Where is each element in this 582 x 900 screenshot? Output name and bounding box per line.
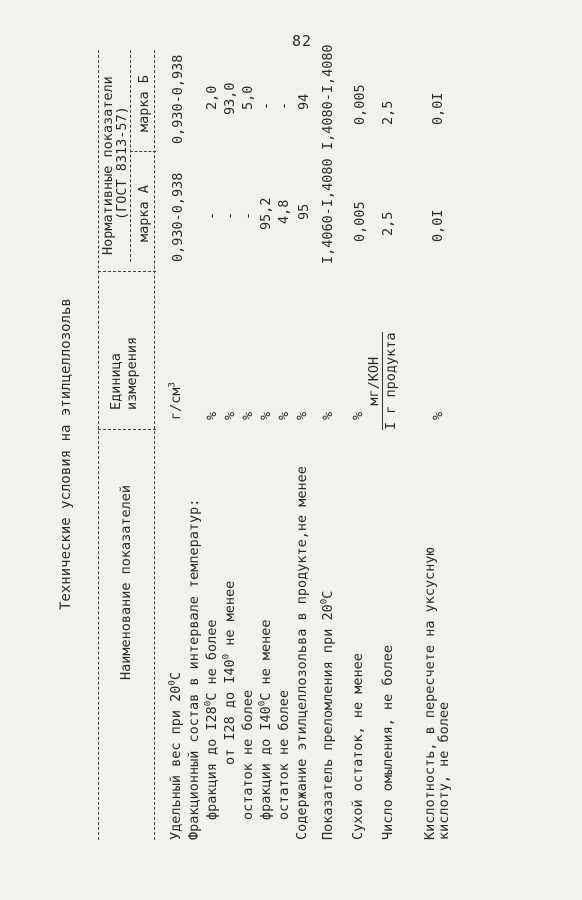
row-grade-a: - [240,211,256,220]
row-name: Кислотность, в пересчете на уксусную [422,547,438,840]
row-name: Показатель преломления при $20^0C$ [319,590,336,840]
row-grade-a: I,4060-I,4080 [320,158,336,264]
document-title: Технические условия на этилцеллозольв [58,298,74,610]
row-unit: % [240,411,256,420]
divider-name-unit [98,429,156,430]
header-grade-a: марка А [136,185,152,242]
row-name: Содержание этилцеллозольва в продукте,не менее [294,466,310,840]
row-unit: % [222,411,238,420]
row-name: Удельный вес при $20^0C$ [167,672,184,840]
row-unit-fraction: мг/КОН I г продукта [366,332,399,430]
row-name: Сухой остаток, не менее [350,653,366,840]
row-name: остаток не более [276,689,292,820]
rotated-spec-table [58,40,558,860]
row-grade-b: 5,0 [240,85,256,110]
row-grade-a: 0,930-0,938 [170,172,186,262]
row-name: остаток не более [240,689,256,820]
header-unit-line2: измерения [124,336,140,410]
row-unit: % [350,411,366,420]
row-grade-a: 0,005 [352,201,368,242]
header-bottom-border [154,50,155,840]
row-grade-b: 0,0I [430,92,446,125]
row-unit: $г/см^3$ [167,382,184,420]
header-grade-b: марка Б [136,75,152,132]
divider-unit-norm [98,271,156,272]
row-grade-a: 95 [296,203,312,220]
row-name: от I28 до $I40^0$ не менее [221,580,238,765]
row-unit: % [204,411,220,420]
row-grade-b: 93,0 [222,82,238,115]
row-grade-a: 2,5 [380,211,396,236]
row-grade-b: - [276,101,292,110]
row-grade-a: 95,2 [258,197,274,230]
row-unit: % [320,411,336,420]
row-grade-a: - [222,211,238,220]
row-name-line2: кислоту, не более [436,701,452,840]
row-name: фракции до $I40^0C$ не менее [257,619,274,820]
row-unit: % [294,411,310,420]
header-norm-line2: (ГОСТ 8313-57) [114,106,130,220]
divider-grade-a-b [130,151,156,152]
header-norm-line1: Нормативные показатели [100,76,116,255]
row-grade-a: 0,0I [430,209,446,242]
row-grade-b: 2,5 [380,100,396,125]
table-top-border [98,50,99,840]
row-grade-b: I,4080-I,4080 [320,44,336,150]
row-grade-b: - [258,101,274,110]
row-name: Число омыления, не более [380,644,396,840]
row-unit: % [430,411,446,420]
row-grade-b: 94 [296,93,312,110]
row-grade-a: 4,8 [276,199,292,224]
row-grade-b: 0,005 [352,84,368,125]
row-unit: % [258,411,274,420]
row-unit: % [276,411,292,420]
grade-subheader-divider [130,50,131,262]
page-number: 82 [292,32,313,50]
row-name: Фракционный состав в интервале температур: [186,498,202,840]
row-grade-b: 0,930-0,938 [170,54,186,144]
header-name: Наименование показателей [118,484,134,680]
row-grade-b: 2,0 [204,85,220,110]
row-grade-a: - [204,211,220,220]
header-unit-line1: Единица [108,353,124,410]
row-name: фракция до $I28^0C$ не более [203,619,220,820]
